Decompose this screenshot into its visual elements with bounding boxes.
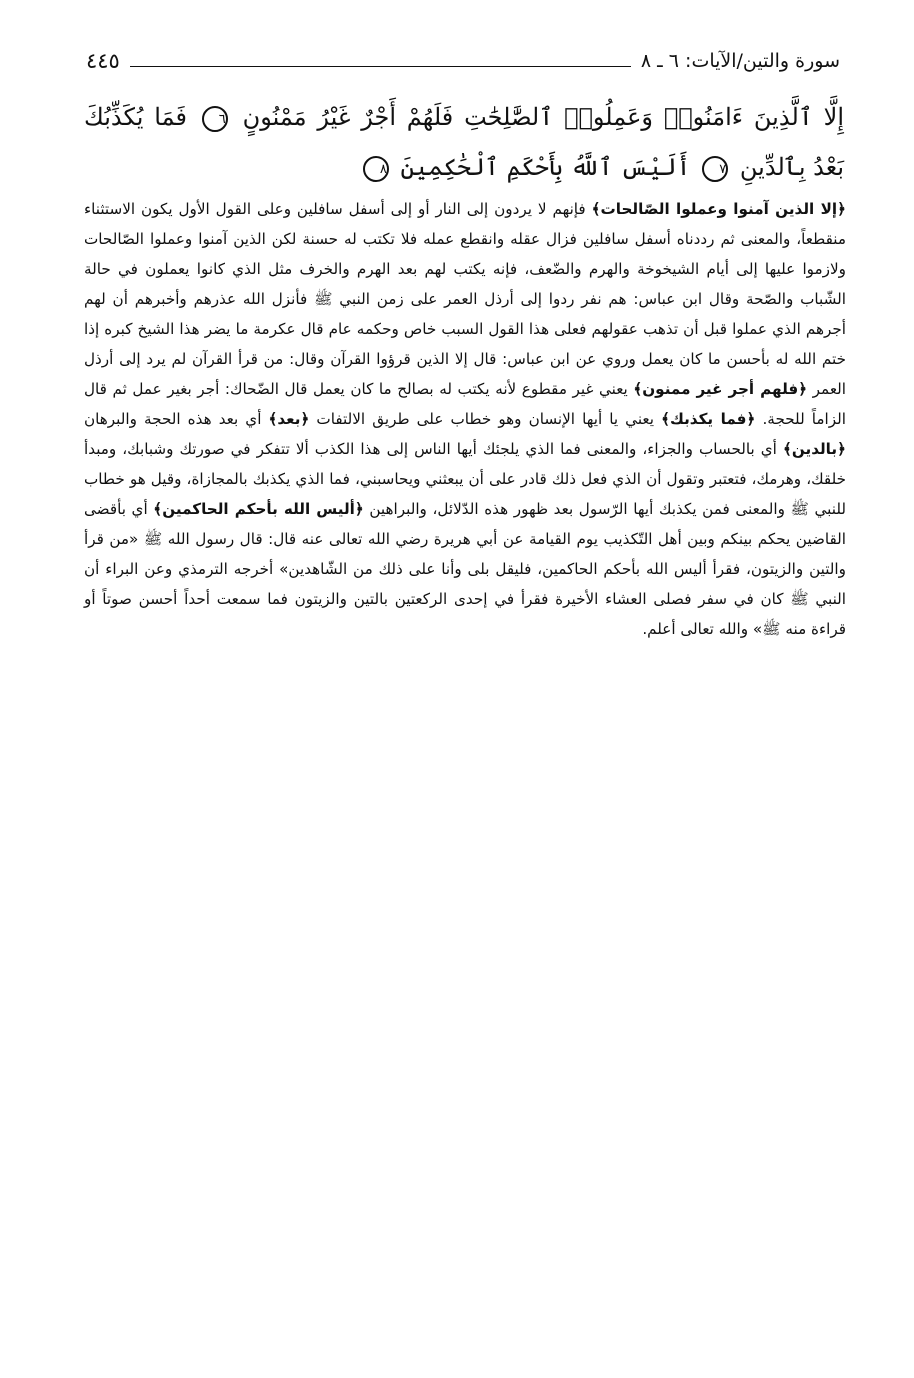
commentary-text: يعني غير مقطوع لأنه يكتب له بصالح ما كان يعمل قال الضّحاك: أجر بغير عمل ثم قال الزاماً للحجة. (84, 380, 846, 428)
quoted-verse: ﴿فما يكذبك﴾ (661, 410, 756, 428)
commentary-text: يعني يا أيها الإنسان وهو خطاب على طريق الالتفات (309, 410, 662, 428)
quoted-verse: ﴿بعد﴾ (268, 410, 310, 428)
commentary-paragraph (84, 194, 846, 644)
header-rule (130, 66, 631, 67)
ayah-number-7: ٧ (702, 156, 728, 182)
verse-6: إِلَّا ٱلَّذِينَ ءَامَنُوا۟ وَعَمِلُوا۟ ٱلصَّٰلِحَٰتِ فَلَهُمْ أَجْرٌ غَيْرُ مَمْنُونٍ (242, 103, 844, 131)
quoted-verse: ﴿إلا الذين آمنوا وعملوا الصّالحات﴾ (591, 200, 846, 218)
commentary-text: فإنهم لا يردون إلى النار أو إلى أسفل سافلين وعلى القول الأول يكون الاستثناء منقطعاً، والمعنى ثم رددناه أسفل سافلين فزال عقله وانقطع عمله فلا تكتب له حسنة لكن الذين آمنوا وعملوا الصّالحات ولازموا عليها إلى أيام الشيخوخة والهرم والضّعف، فإنه يكتب لهم بعد الهرم والخرف مثل الذي كانوا يعملون في حالة الشّباب والصّحة وقال ابن عباس: هم نفر ردوا إلى أرذل العمر على زمن النبي ﷺ فأنزل الله عذرهم وأخبرهم أن لهم أجرهم الذي عملوا قبل أن تذهب عقولهم فعلى هذا القول السبب خاص وحكمه عام قال عكرمة ما يضر هذا الشيخ كبره إذا ختم الله له بأحسن ما كان يعمل وروي عن ابن عباس: قال إلا الذين قرؤوا القرآن وقال: من قرأ القرآن لم يرد إلى أرذل العمر (84, 200, 846, 398)
surah-title: سورة والتين/الآيات: ٦ ـ ٨ (640, 50, 840, 72)
ayah-number-6: ٦ (202, 106, 228, 132)
commentary-text: أي بالحساب والجزاء، والمعنى فما الذي يلجئك أيها الناس إلى هذا الكذب ألا تتفكر في صورتك وشبابك، ومبدأ خلقك، وهرمك، فتعتبر وتقول أن الذي فعل ذلك قادر على أن يبعثني ويحاسبني، فما الذي يكذبك بالمجازاة، وقيل هو خطاب للنبي ﷺ والمعنى فمن يكذبك أيها الرّسول بعد ظهور هذه الدّلائل، والبراهين (84, 440, 846, 518)
page-number: ٤٤٥ (86, 49, 120, 73)
tafsir-commentary (84, 194, 846, 644)
ayah-number-8: ٨ (363, 156, 389, 182)
quoted-verse: ﴿بالدين﴾ (782, 440, 846, 458)
verse-7: فَمَا يُكَذِّبُكَ بَعْدُ بِٱلدِّينِ (84, 103, 844, 181)
page-header (86, 44, 840, 78)
quran-verses (84, 92, 844, 192)
verse-8: أَلَيْسَ ٱللَّهُ بِأَحْكَمِ ٱلْحَٰكِمِينَ (400, 153, 691, 181)
commentary-text: أي بأقضى القاضين يحكم بينكم وبين أهل التّكذيب يوم القيامة عن أبي هريرة رضي الله تعالى عنه قال: قال رسول الله ﷺ «من قرأ والتين والزيتون، فقرأ أليس الله بأحكم الحاكمين، فليقل بلى وأنا على ذلك من الشّاهدين» أخرجه الترمذي وعن البراء أن النبي ﷺ كان في سفر فصلى العشاء الأخيرة فقرأ في إحدى الركعتين بالتين والزيتون فما سمعت أحداً أحسن صوتاً أو قراءة منه ﷺ» والله تعالى أعلم. (84, 500, 846, 638)
quoted-verse: ﴿فلهم أجر غير ممنون﴾ (633, 380, 808, 398)
commentary-text: أي بعد هذه الحجة والبرهان (84, 410, 269, 428)
quoted-verse: ﴿أليس الله بأحكم الحاكمين﴾ (153, 500, 364, 518)
